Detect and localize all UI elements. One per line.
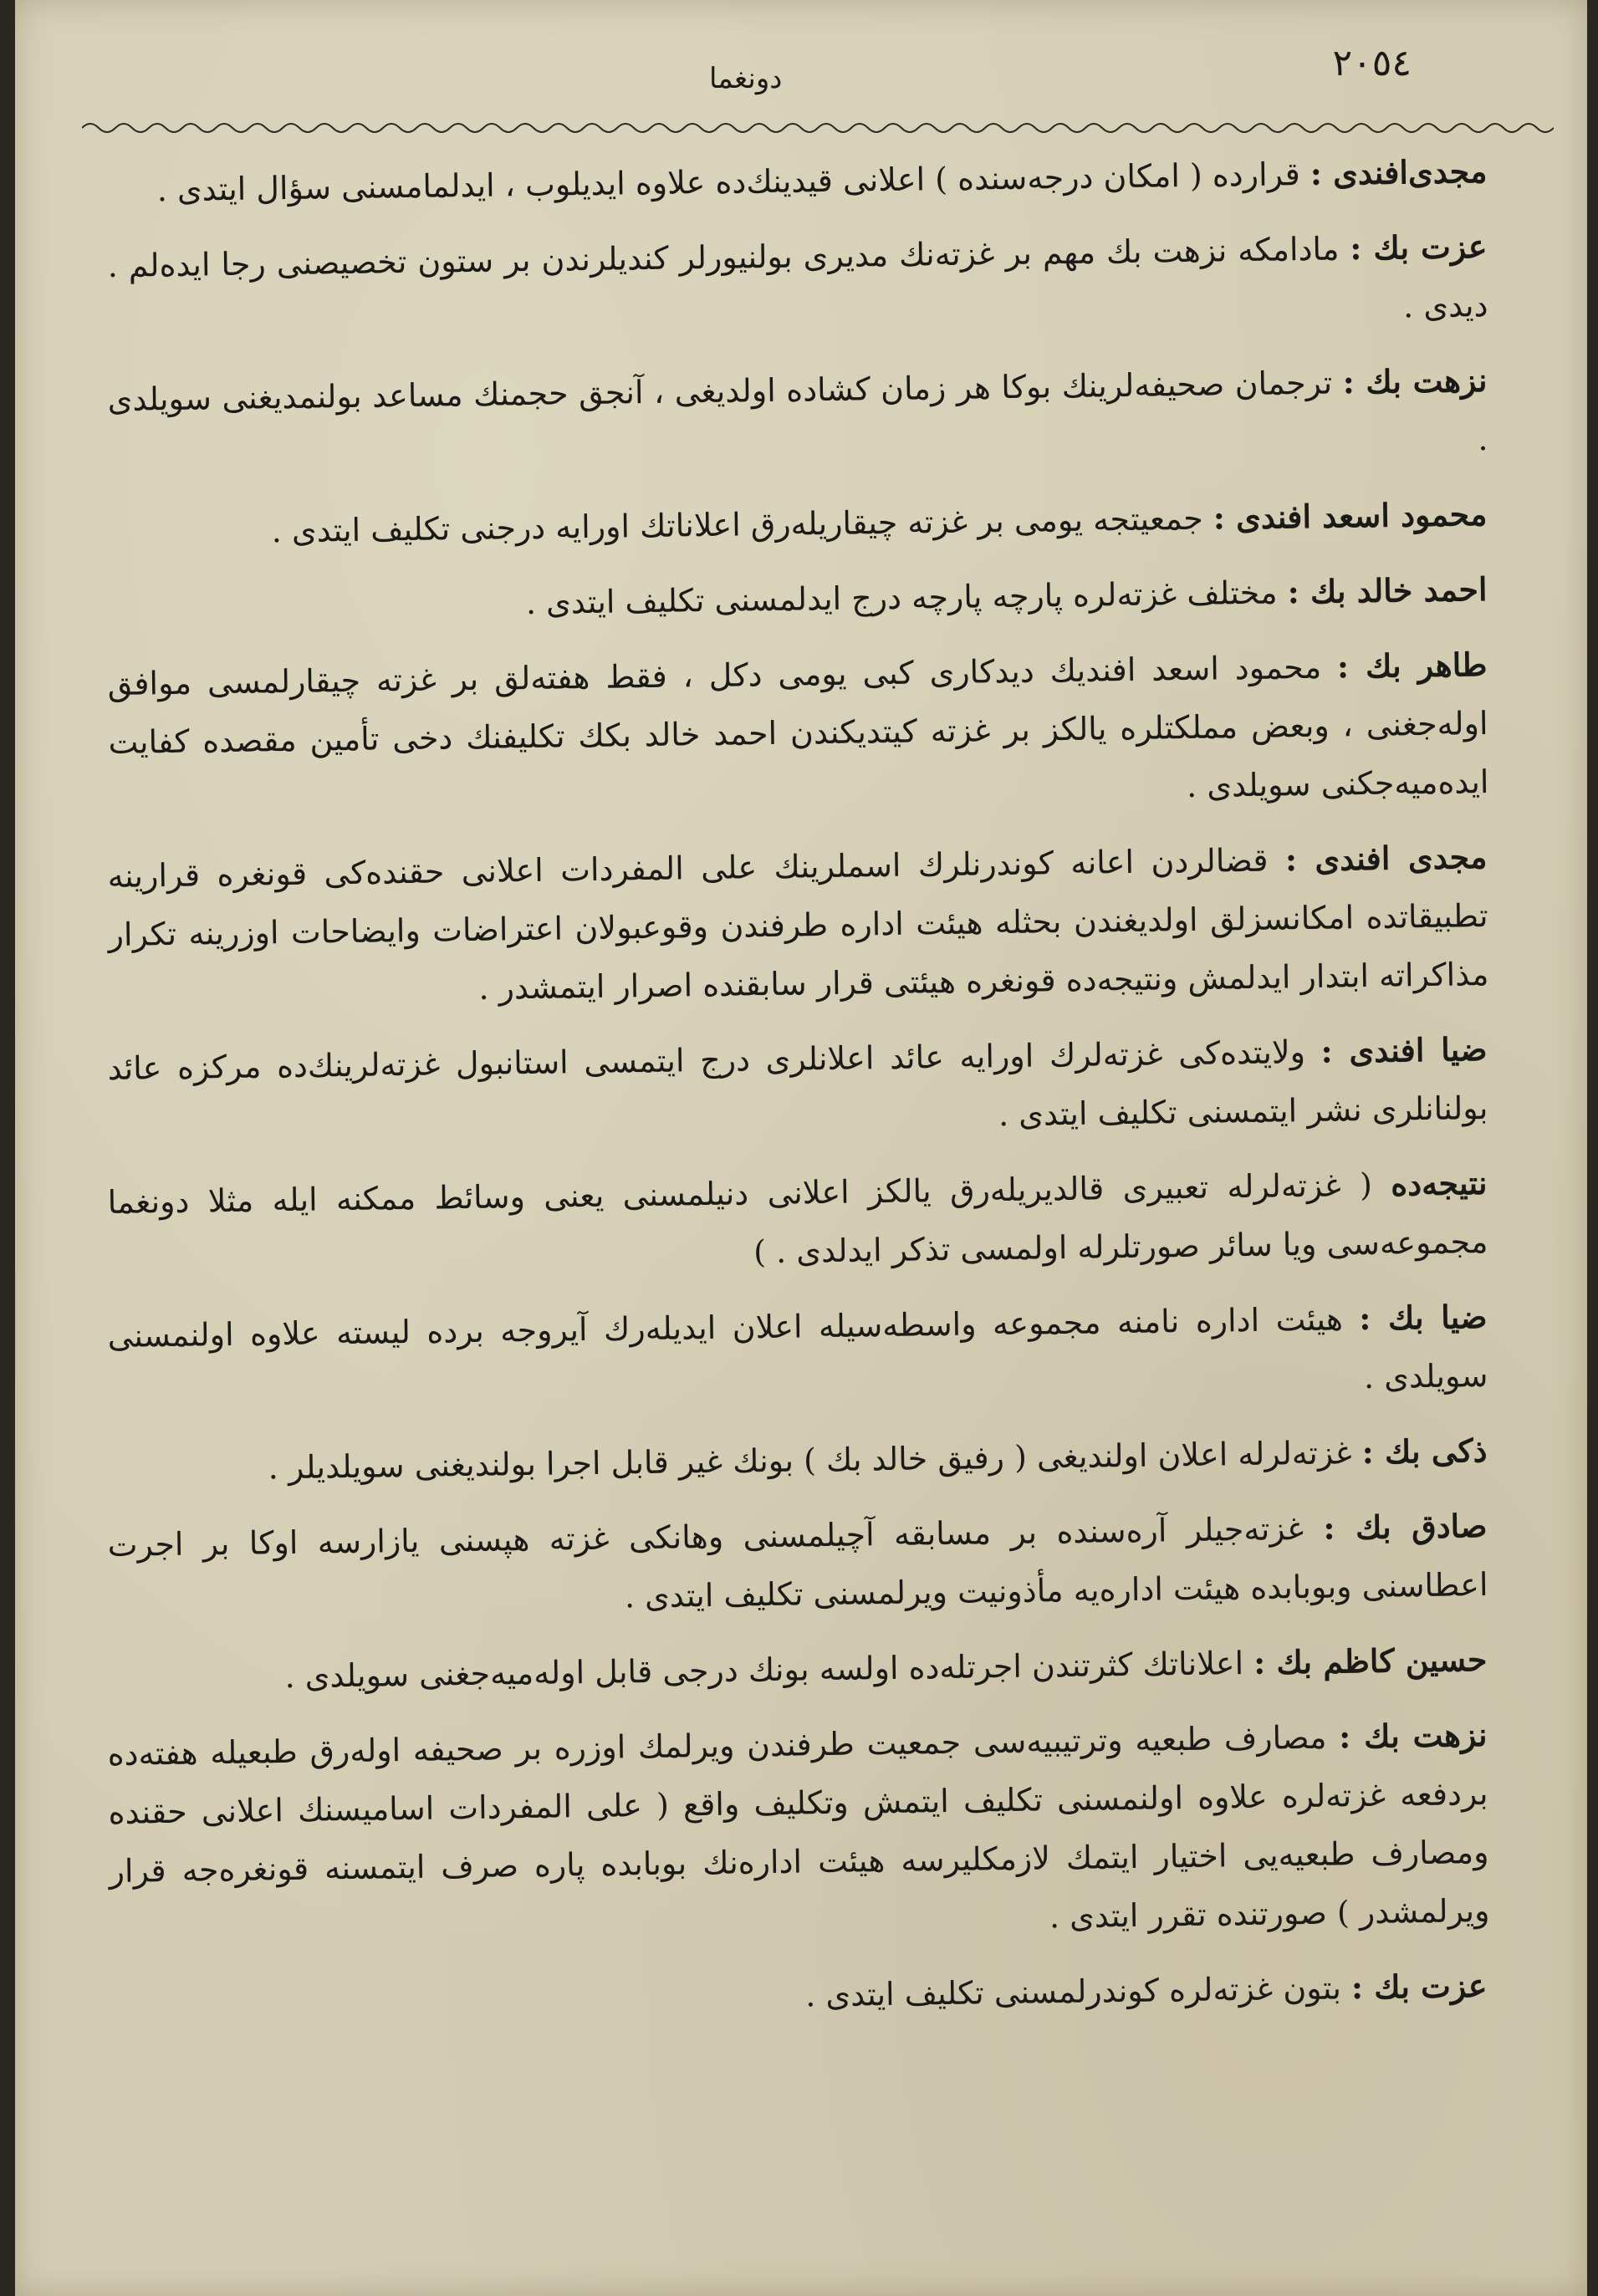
speaker-name: عزت بك : — [1350, 1966, 1488, 2007]
paragraph-text: مصارف طبعيه وترتيبيه‌سى جمعيت طرفندن ويرلمك اوزره بر صحيفه اوله‌رق طبعيله هفته‌ده بردفعه غزته‌لره علاوه اولنمسنى تكليف ايتمش وتكليف واقع ( على المفردات اساميسنك اعلانى حقنده ومصارف طبعيه‌يى اختيار ايتمك لازمكليرسه هيئت اداره‌نك بوبابده پاره صرف ايتمسنه قونغره‌جه قرار ويرلمشدر ) صورتنده تقرر ايتدى . — [107, 1718, 1490, 1936]
speaker-name: احمد خالد بك : — [1287, 569, 1488, 611]
speaker-name: ضيا افندى : — [1320, 1029, 1488, 1070]
paragraph-text: جمعيتجه يومى بر غزته چيقاريله‌رق اعلاناتك اورايه درجنى تكليف ايتدى . — [271, 499, 1204, 550]
wavy-divider — [82, 117, 1554, 139]
speaker-name: نتيجه‌ده — [1390, 1163, 1488, 1203]
paragraph-text: بتون غزته‌لره كوندرلمسنى تكليف ايتدى . — [804, 1969, 1342, 2014]
paragraph — [107, 142, 1488, 220]
speaker-name: محمود اسعد افندى : — [1213, 494, 1488, 537]
speaker-name: مجدى افندى : — [1284, 837, 1488, 879]
page-number: ٢٠٥٤ — [1332, 42, 1412, 84]
paragraph-text: هيئت اداره نامنه مجموعه واسطه‌سيله اعلان ايديله‌رك آيروجه برده ليسته علاوه اولنمسنى سويلدى . — [107, 1300, 1488, 1396]
paragraph-text: ترجمان صحيفه‌لرينك بوكا هر زمان كشاده اولديغى ، آنجق حجمنك مساعد بولنمديغنى سويلدى . — [107, 364, 1488, 458]
paragraph — [107, 217, 1488, 354]
paragraph-text: غزته‌لرله اعلان اولنديغى ( رفيق خالد بك ) بونك غير قابل اجرا بولنديغنى سويلديلر . — [268, 1434, 1352, 1487]
speaker-name: حسين كاظم بك : — [1253, 1640, 1488, 1681]
paragraph — [107, 1706, 1490, 1959]
paragraph — [107, 1288, 1488, 1424]
speaker-name: مجدى‌افندى : — [1310, 151, 1488, 192]
paragraph-text: ( غزته‌لرله تعبيرى قالديريله‌رق يالكز اعلانى دنيلمسنى يعنى وسائط ممكنه ايله مثلا دونغما مجموعه‌سى ويا سائر صورتلرله اولمسى تذكر ايدلدى . ) — [107, 1166, 1488, 1271]
paragraph-text: ولايتده‌كى غزته‌لرك اورايه عائد اعلانلرى درج ايتمسى استانبول غزته‌لرينك‌ده مركزه عائد بولنانلرى نشر ايتمسنى تكليف ايتدى . — [107, 1033, 1488, 1134]
paragraph-text: اعلاناتك كثرتندن اجرتله‌ده اولسه بونك درجى قابل اوله‌ميه‌جغنى سويلدى . — [284, 1645, 1244, 1696]
speaker-name: نزهت بك : — [1342, 360, 1488, 401]
paragraph — [107, 1497, 1488, 1633]
speaker-name: صادق بك : — [1323, 1506, 1488, 1547]
paragraph-text: قرارده ( امكان درجه‌سنده ) اعلانى قيدينك‌ده علاوه ايديلوب ، ايدلمامسنى سؤال ايتدى . — [156, 156, 1301, 209]
paragraph — [107, 1957, 1488, 2034]
paragraph — [107, 635, 1489, 830]
paragraph — [107, 560, 1488, 638]
running-title: دونغما — [709, 62, 783, 95]
page-header — [15, 33, 1587, 100]
paragraph-text: مختلف غزته‌لره پارچه پارچه درج ايدلمسنى تكليف ايتدى . — [525, 574, 1278, 622]
speaker-name: ذكى بك : — [1361, 1431, 1488, 1472]
speaker-name: ضيا بك : — [1358, 1297, 1488, 1338]
paragraph — [107, 485, 1488, 563]
speaker-name: نزهت بك : — [1338, 1715, 1488, 1756]
document-body — [107, 142, 1490, 2032]
paragraph — [107, 351, 1488, 487]
paragraph-text: مادامكه نزهت بك مهم بر غزته‌نك مديرى بولنيورلر كنديلرندن بر ستون تخصيصنى رجا ايده‌لم . ديدى . — [107, 230, 1488, 325]
paragraph-text: قضالردن اعانه كوندرنلرك اسملرينك على المفردات اعلانى حقنده‌كى قونغره قرارينه تطبيقاتده امكانسزلق اولديغندن بحثله هيئت اداره طرفندن وقوعبولان اعتراضات وايضاحات اوزرينه تكرار مذاكراته ابتدار ايدلمش ونتيجه‌ده قونغره هيئتى قرار سابقنده اصرار ايتمشدر . — [107, 841, 1489, 1007]
paragraph — [107, 1630, 1488, 1708]
paragraph-text: محمود اسعد افنديك ديدكارى كبى يومى دكل ، فقط هفته‌لق بر غزته چيقارلمسى موافق اوله‌جغنى ، وبعض مملكتلره يالكز بر غزته كيتديكندن احمد خالد بكك تكليفنك دخى تأمين مقصده كفايت ايده‌ميه‌جكنى سويلدى . — [107, 648, 1489, 805]
speaker-name: عزت بك : — [1349, 227, 1488, 268]
speaker-name: طاهر بك : — [1336, 645, 1488, 686]
paragraph — [107, 1020, 1488, 1156]
paragraph — [107, 1154, 1488, 1290]
document-page — [15, 0, 1587, 2296]
paragraph — [107, 1421, 1488, 1499]
paragraph — [107, 828, 1489, 1023]
paragraph-text: غزته‌جيلر آره‌سنده بر مسابقه آچيلمسنى وهانكى غزته هپسنى يازارسه اوكا بر اجرت اعطاسنى وبوبابده هيئت اداره‌يه مأذونيت ويرلمسنى تكليف ايتدى . — [107, 1510, 1488, 1615]
